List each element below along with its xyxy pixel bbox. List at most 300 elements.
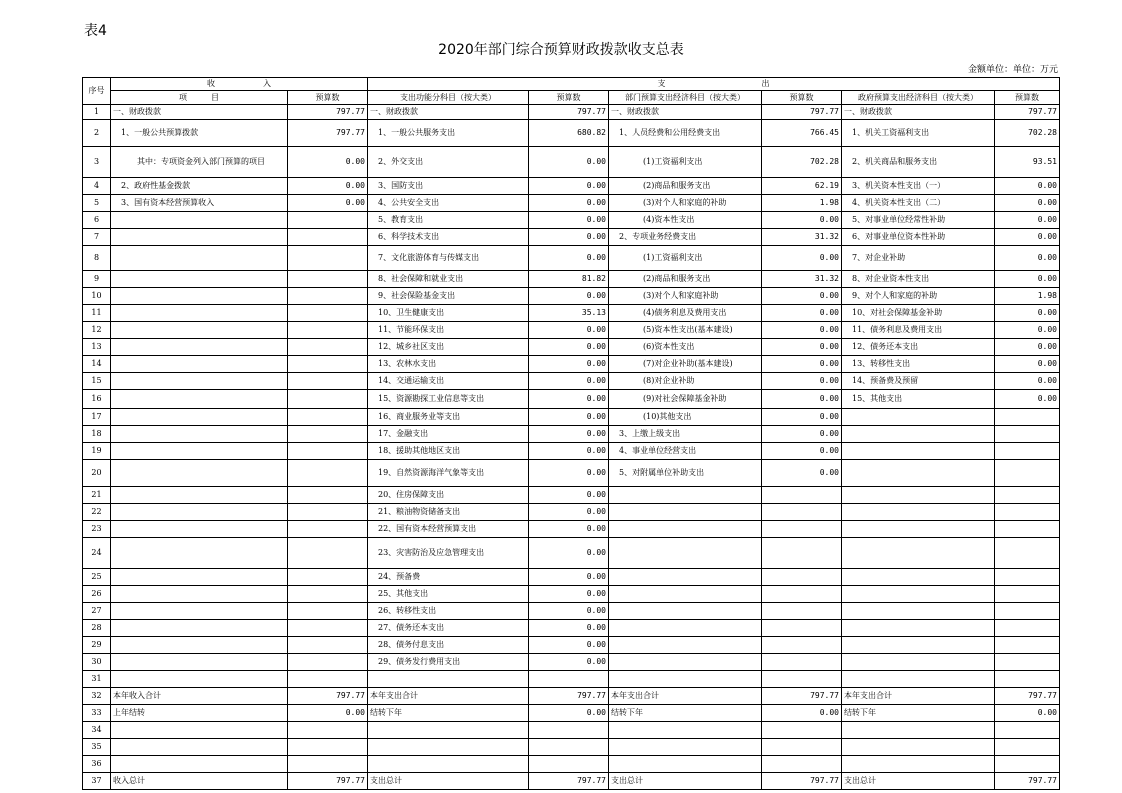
income-budget — [288, 460, 368, 487]
dept-budget: 766.45 — [762, 120, 842, 147]
gov-budget — [995, 538, 1060, 569]
gov-budget — [995, 409, 1060, 426]
func-category: 23、灾害防治及应急管理支出 — [368, 538, 529, 569]
gov-category — [842, 756, 995, 773]
dept-category — [609, 739, 762, 756]
row-seq: 20 — [83, 460, 111, 487]
gov-category: 13、转移性支出 — [842, 356, 995, 373]
table-row — [83, 356, 1060, 373]
income-item — [111, 288, 288, 305]
income-item — [111, 586, 288, 603]
income-item — [111, 356, 288, 373]
income-item — [111, 504, 288, 521]
income-budget — [288, 620, 368, 637]
table-row — [83, 671, 1060, 688]
income-budget — [288, 271, 368, 288]
gov-budget: 797.77 — [995, 773, 1060, 790]
row-seq: 24 — [83, 538, 111, 569]
dept-category: (3)对个人和家庭的补助 — [609, 195, 762, 212]
table-row — [83, 538, 1060, 569]
table-row — [83, 569, 1060, 586]
func-category: 28、债务付息支出 — [368, 637, 529, 654]
income-budget — [288, 671, 368, 688]
income-budget — [288, 504, 368, 521]
income-budget — [288, 229, 368, 246]
dept-category: (1)工资福利支出 — [609, 147, 762, 178]
gov-budget: 0.00 — [995, 373, 1060, 390]
gov-budget — [995, 671, 1060, 688]
table-row — [83, 288, 1060, 305]
income-budget: 797.77 — [288, 773, 368, 790]
dept-category: 2、专项业务经费支出 — [609, 229, 762, 246]
func-budget: 0.00 — [529, 339, 609, 356]
document-title: 2020年部门综合预算财政拨款收支总表 — [438, 42, 684, 58]
row-seq: 16 — [83, 390, 111, 409]
row-seq: 5 — [83, 195, 111, 212]
func-category: 24、预备费 — [368, 569, 529, 586]
income-item — [111, 671, 288, 688]
table-row — [83, 271, 1060, 288]
row-seq: 8 — [83, 246, 111, 271]
income-item — [111, 603, 288, 620]
func-category: 18、援助其他地区支出 — [368, 443, 529, 460]
income-item — [111, 620, 288, 637]
income-item — [111, 756, 288, 773]
gov-budget — [995, 586, 1060, 603]
dept-budget: 0.00 — [762, 409, 842, 426]
gov-category — [842, 671, 995, 688]
income-item: 收入总计 — [111, 773, 288, 790]
income-item — [111, 373, 288, 390]
row-seq: 35 — [83, 739, 111, 756]
row-seq: 28 — [83, 620, 111, 637]
gov-category — [842, 620, 995, 637]
gov-budget: 0.00 — [995, 305, 1060, 322]
row-seq: 6 — [83, 212, 111, 229]
income-item — [111, 426, 288, 443]
gov-category: 本年支出合计 — [842, 688, 995, 705]
row-seq: 11 — [83, 305, 111, 322]
func-category — [368, 671, 529, 688]
gov-category: 10、对社会保障基金补助 — [842, 305, 995, 322]
func-category: 8、社会保障和就业支出 — [368, 271, 529, 288]
income-item — [111, 569, 288, 586]
table-row — [83, 178, 1060, 195]
func-budget: 0.00 — [529, 288, 609, 305]
income-budget: 0.00 — [288, 195, 368, 212]
dept-category — [609, 637, 762, 654]
func-budget: 0.00 — [529, 487, 609, 504]
gov-budget: 0.00 — [995, 339, 1060, 356]
income-item — [111, 654, 288, 671]
income-item: 其中：专项资金列入部门预算的项目 — [111, 147, 288, 178]
dept-budget: 0.00 — [762, 339, 842, 356]
gov-category: 3、机关资本性支出（一） — [842, 178, 995, 195]
income-item — [111, 271, 288, 288]
income-budget: 797.77 — [288, 688, 368, 705]
dept-budget: 0.00 — [762, 356, 842, 373]
table-row — [83, 603, 1060, 620]
dept-category: (7)对企业补助(基本建设) — [609, 356, 762, 373]
dept-category: 一、财政拨款 — [609, 105, 762, 120]
gov-category — [842, 586, 995, 603]
func-category: 3、国防支出 — [368, 178, 529, 195]
income-budget — [288, 538, 368, 569]
header-gov-budget: 预算数 — [995, 91, 1060, 105]
dept-budget — [762, 569, 842, 586]
func-category: 21、粮油物资储备支出 — [368, 504, 529, 521]
row-seq: 3 — [83, 147, 111, 178]
dept-budget: 31.32 — [762, 229, 842, 246]
table-row — [83, 773, 1060, 790]
header-gov-category: 政府预算支出经济科目（按大类） — [842, 91, 995, 105]
func-budget: 0.00 — [529, 409, 609, 426]
gov-budget — [995, 569, 1060, 586]
row-seq: 12 — [83, 322, 111, 339]
table-row — [83, 739, 1060, 756]
gov-budget — [995, 739, 1060, 756]
func-budget: 0.00 — [529, 246, 609, 271]
income-item — [111, 390, 288, 409]
dept-budget: 797.77 — [762, 688, 842, 705]
row-seq: 17 — [83, 409, 111, 426]
dept-budget — [762, 654, 842, 671]
income-item — [111, 538, 288, 569]
gov-budget: 0.00 — [995, 322, 1060, 339]
dept-category: 3、上缴上级支出 — [609, 426, 762, 443]
dept-budget — [762, 586, 842, 603]
table-row — [83, 373, 1060, 390]
income-budget — [288, 373, 368, 390]
table-row — [83, 195, 1060, 212]
func-budget — [529, 739, 609, 756]
row-seq: 23 — [83, 521, 111, 538]
gov-category: 6、对事业单位资本性补助 — [842, 229, 995, 246]
row-seq: 27 — [83, 603, 111, 620]
dept-category: (9)对社会保障基金补助 — [609, 390, 762, 409]
dept-budget: 0.00 — [762, 705, 842, 722]
dept-budget: 797.77 — [762, 105, 842, 120]
func-budget: 0.00 — [529, 620, 609, 637]
func-budget — [529, 756, 609, 773]
income-item — [111, 322, 288, 339]
dept-category — [609, 603, 762, 620]
func-budget: 0.00 — [529, 390, 609, 409]
func-budget: 0.00 — [529, 212, 609, 229]
income-budget — [288, 409, 368, 426]
dept-budget — [762, 671, 842, 688]
func-category — [368, 756, 529, 773]
row-seq: 33 — [83, 705, 111, 722]
dept-category: (4)债务利息及费用支出 — [609, 305, 762, 322]
gov-category — [842, 739, 995, 756]
table-row — [83, 654, 1060, 671]
gov-category — [842, 443, 995, 460]
table-row — [83, 620, 1060, 637]
gov-budget — [995, 504, 1060, 521]
table-row — [83, 521, 1060, 538]
table-row — [83, 443, 1060, 460]
func-budget: 0.00 — [529, 356, 609, 373]
dept-budget — [762, 487, 842, 504]
func-budget: 0.00 — [529, 637, 609, 654]
func-category — [368, 739, 529, 756]
income-item — [111, 305, 288, 322]
func-category: 29、债务发行费用支出 — [368, 654, 529, 671]
func-category: 25、其他支出 — [368, 586, 529, 603]
gov-category: 4、机关资本性支出（二） — [842, 195, 995, 212]
dept-category — [609, 504, 762, 521]
income-budget — [288, 322, 368, 339]
row-seq: 36 — [83, 756, 111, 773]
dept-budget: 0.00 — [762, 390, 842, 409]
func-category: 结转下年 — [368, 705, 529, 722]
gov-budget — [995, 487, 1060, 504]
row-seq: 29 — [83, 637, 111, 654]
func-category: 13、农林水支出 — [368, 356, 529, 373]
table-row — [83, 409, 1060, 426]
income-budget — [288, 637, 368, 654]
func-category: 1、一般公共服务支出 — [368, 120, 529, 147]
func-budget: 0.00 — [529, 569, 609, 586]
dept-category — [609, 569, 762, 586]
dept-category: 5、对附属单位补助支出 — [609, 460, 762, 487]
gov-budget — [995, 521, 1060, 538]
row-seq: 1 — [83, 105, 111, 120]
gov-budget: 93.51 — [995, 147, 1060, 178]
header-seq: 序号 — [83, 78, 111, 105]
func-category: 22、国有资本经营预算支出 — [368, 521, 529, 538]
table-row — [83, 322, 1060, 339]
row-seq: 26 — [83, 586, 111, 603]
dept-budget: 797.77 — [762, 773, 842, 790]
row-seq: 30 — [83, 654, 111, 671]
gov-category: 15、其他支出 — [842, 390, 995, 409]
gov-category — [842, 603, 995, 620]
income-item: 2、政府性基金拨款 — [111, 178, 288, 195]
gov-budget: 0.00 — [995, 195, 1060, 212]
table-body — [83, 105, 1060, 790]
income-budget — [288, 487, 368, 504]
table-row — [83, 105, 1060, 120]
func-category: 2、外交支出 — [368, 147, 529, 178]
header-expense: 支 出 — [368, 78, 1060, 91]
gov-budget: 797.77 — [995, 105, 1060, 120]
table-row — [83, 147, 1060, 178]
row-seq: 9 — [83, 271, 111, 288]
row-seq: 13 — [83, 339, 111, 356]
func-category: 本年支出合计 — [368, 688, 529, 705]
income-item: 3、国有资本经营预算收入 — [111, 195, 288, 212]
income-budget: 0.00 — [288, 147, 368, 178]
dept-category — [609, 756, 762, 773]
table-row — [83, 390, 1060, 409]
header-dept-budget: 预算数 — [762, 91, 842, 105]
dept-category: 结转下年 — [609, 705, 762, 722]
header-item: 项 目 — [111, 91, 288, 105]
table-row — [83, 229, 1060, 246]
func-budget: 81.82 — [529, 271, 609, 288]
income-budget: 797.77 — [288, 120, 368, 147]
income-item — [111, 443, 288, 460]
income-budget — [288, 212, 368, 229]
dept-category: 本年支出合计 — [609, 688, 762, 705]
table-row — [83, 722, 1060, 739]
dept-category — [609, 671, 762, 688]
dept-category: (3)对个人和家庭补助 — [609, 288, 762, 305]
row-seq: 21 — [83, 487, 111, 504]
income-budget — [288, 356, 368, 373]
dept-budget: 0.00 — [762, 212, 842, 229]
gov-budget: 0.00 — [995, 390, 1060, 409]
gov-budget: 1.98 — [995, 288, 1060, 305]
gov-budget: 0.00 — [995, 212, 1060, 229]
table-row — [83, 705, 1060, 722]
gov-budget — [995, 654, 1060, 671]
dept-budget: 62.19 — [762, 178, 842, 195]
func-budget: 35.13 — [529, 305, 609, 322]
gov-category — [842, 460, 995, 487]
income-item — [111, 229, 288, 246]
func-category: 16、商业服务业等支出 — [368, 409, 529, 426]
row-seq: 4 — [83, 178, 111, 195]
dept-budget — [762, 739, 842, 756]
func-category: 7、文化旅游体育与传媒支出 — [368, 246, 529, 271]
func-budget: 797.77 — [529, 773, 609, 790]
gov-category: 11、债务利息及费用支出 — [842, 322, 995, 339]
func-budget: 0.00 — [529, 586, 609, 603]
dept-category: (6)资本性支出 — [609, 339, 762, 356]
gov-budget — [995, 443, 1060, 460]
income-item — [111, 521, 288, 538]
func-category: 支出总计 — [368, 773, 529, 790]
dept-budget — [762, 521, 842, 538]
func-budget: 0.00 — [529, 426, 609, 443]
dept-budget: 0.00 — [762, 373, 842, 390]
func-category: 4、公共安全支出 — [368, 195, 529, 212]
gov-category: 2、机关商品和服务支出 — [842, 147, 995, 178]
func-category: 10、卫生健康支出 — [368, 305, 529, 322]
func-budget: 0.00 — [529, 322, 609, 339]
gov-category — [842, 654, 995, 671]
income-budget — [288, 390, 368, 409]
gov-category: 9、对个人和家庭的补助 — [842, 288, 995, 305]
row-seq: 22 — [83, 504, 111, 521]
gov-category: 12、债务还本支出 — [842, 339, 995, 356]
gov-budget: 0.00 — [995, 246, 1060, 271]
func-budget: 680.82 — [529, 120, 609, 147]
income-budget: 0.00 — [288, 178, 368, 195]
dept-budget: 31.32 — [762, 271, 842, 288]
gov-budget — [995, 722, 1060, 739]
func-category: 17、金融支出 — [368, 426, 529, 443]
dept-category: (8)对企业补助 — [609, 373, 762, 390]
gov-budget — [995, 756, 1060, 773]
func-budget: 0.00 — [529, 538, 609, 569]
table-row — [83, 460, 1060, 487]
row-seq: 18 — [83, 426, 111, 443]
func-budget: 0.00 — [529, 147, 609, 178]
gov-category — [842, 521, 995, 538]
dept-budget: 0.00 — [762, 305, 842, 322]
table-row — [83, 586, 1060, 603]
dept-budget: 0.00 — [762, 322, 842, 339]
table-number-label: 表4 — [84, 23, 107, 39]
func-budget: 0.00 — [529, 373, 609, 390]
func-category: 20、住房保障支出 — [368, 487, 529, 504]
func-category: 6、科学技术支出 — [368, 229, 529, 246]
table-row — [83, 212, 1060, 229]
gov-category — [842, 504, 995, 521]
func-budget: 0.00 — [529, 521, 609, 538]
func-category: 27、债务还本支出 — [368, 620, 529, 637]
dept-budget: 0.00 — [762, 426, 842, 443]
func-budget — [529, 671, 609, 688]
gov-budget — [995, 426, 1060, 443]
row-seq: 10 — [83, 288, 111, 305]
dept-budget — [762, 637, 842, 654]
row-seq: 15 — [83, 373, 111, 390]
row-seq: 34 — [83, 722, 111, 739]
income-budget — [288, 739, 368, 756]
gov-budget: 0.00 — [995, 356, 1060, 373]
func-budget: 0.00 — [529, 460, 609, 487]
dept-budget — [762, 620, 842, 637]
gov-category: 支出总计 — [842, 773, 995, 790]
func-category: 14、交通运输支出 — [368, 373, 529, 390]
gov-category: 1、机关工资福利支出 — [842, 120, 995, 147]
table-row — [83, 637, 1060, 654]
gov-budget: 0.00 — [995, 271, 1060, 288]
row-seq: 31 — [83, 671, 111, 688]
func-category: 5、教育支出 — [368, 212, 529, 229]
gov-category — [842, 722, 995, 739]
dept-category — [609, 620, 762, 637]
dept-budget: 1.98 — [762, 195, 842, 212]
income-budget: 0.00 — [288, 705, 368, 722]
dept-budget — [762, 756, 842, 773]
row-seq: 2 — [83, 120, 111, 147]
gov-category — [842, 569, 995, 586]
gov-budget: 0.00 — [995, 229, 1060, 246]
func-budget: 0.00 — [529, 195, 609, 212]
income-budget — [288, 246, 368, 271]
row-seq: 14 — [83, 356, 111, 373]
income-item — [111, 409, 288, 426]
dept-category: (1)工资福利支出 — [609, 246, 762, 271]
table-row — [83, 120, 1060, 147]
income-budget — [288, 443, 368, 460]
row-seq: 37 — [83, 773, 111, 790]
func-budget: 0.00 — [529, 443, 609, 460]
income-budget — [288, 756, 368, 773]
gov-budget: 0.00 — [995, 705, 1060, 722]
unit-note: 金额单位：单位：万元 — [967, 65, 1058, 75]
header-func-category: 支出功能分科目（按大类） — [368, 91, 529, 105]
income-item: 1、一般公共预算拨款 — [111, 120, 288, 147]
gov-category — [842, 409, 995, 426]
income-item — [111, 739, 288, 756]
func-budget: 0.00 — [529, 229, 609, 246]
func-budget: 0.00 — [529, 603, 609, 620]
dept-category: 1、人员经费和公用经费支出 — [609, 120, 762, 147]
dept-budget: 0.00 — [762, 246, 842, 271]
func-category: 12、城乡社区支出 — [368, 339, 529, 356]
header-func-budget: 预算数 — [529, 91, 609, 105]
func-category: 26、转移性支出 — [368, 603, 529, 620]
row-seq: 19 — [83, 443, 111, 460]
dept-category — [609, 722, 762, 739]
